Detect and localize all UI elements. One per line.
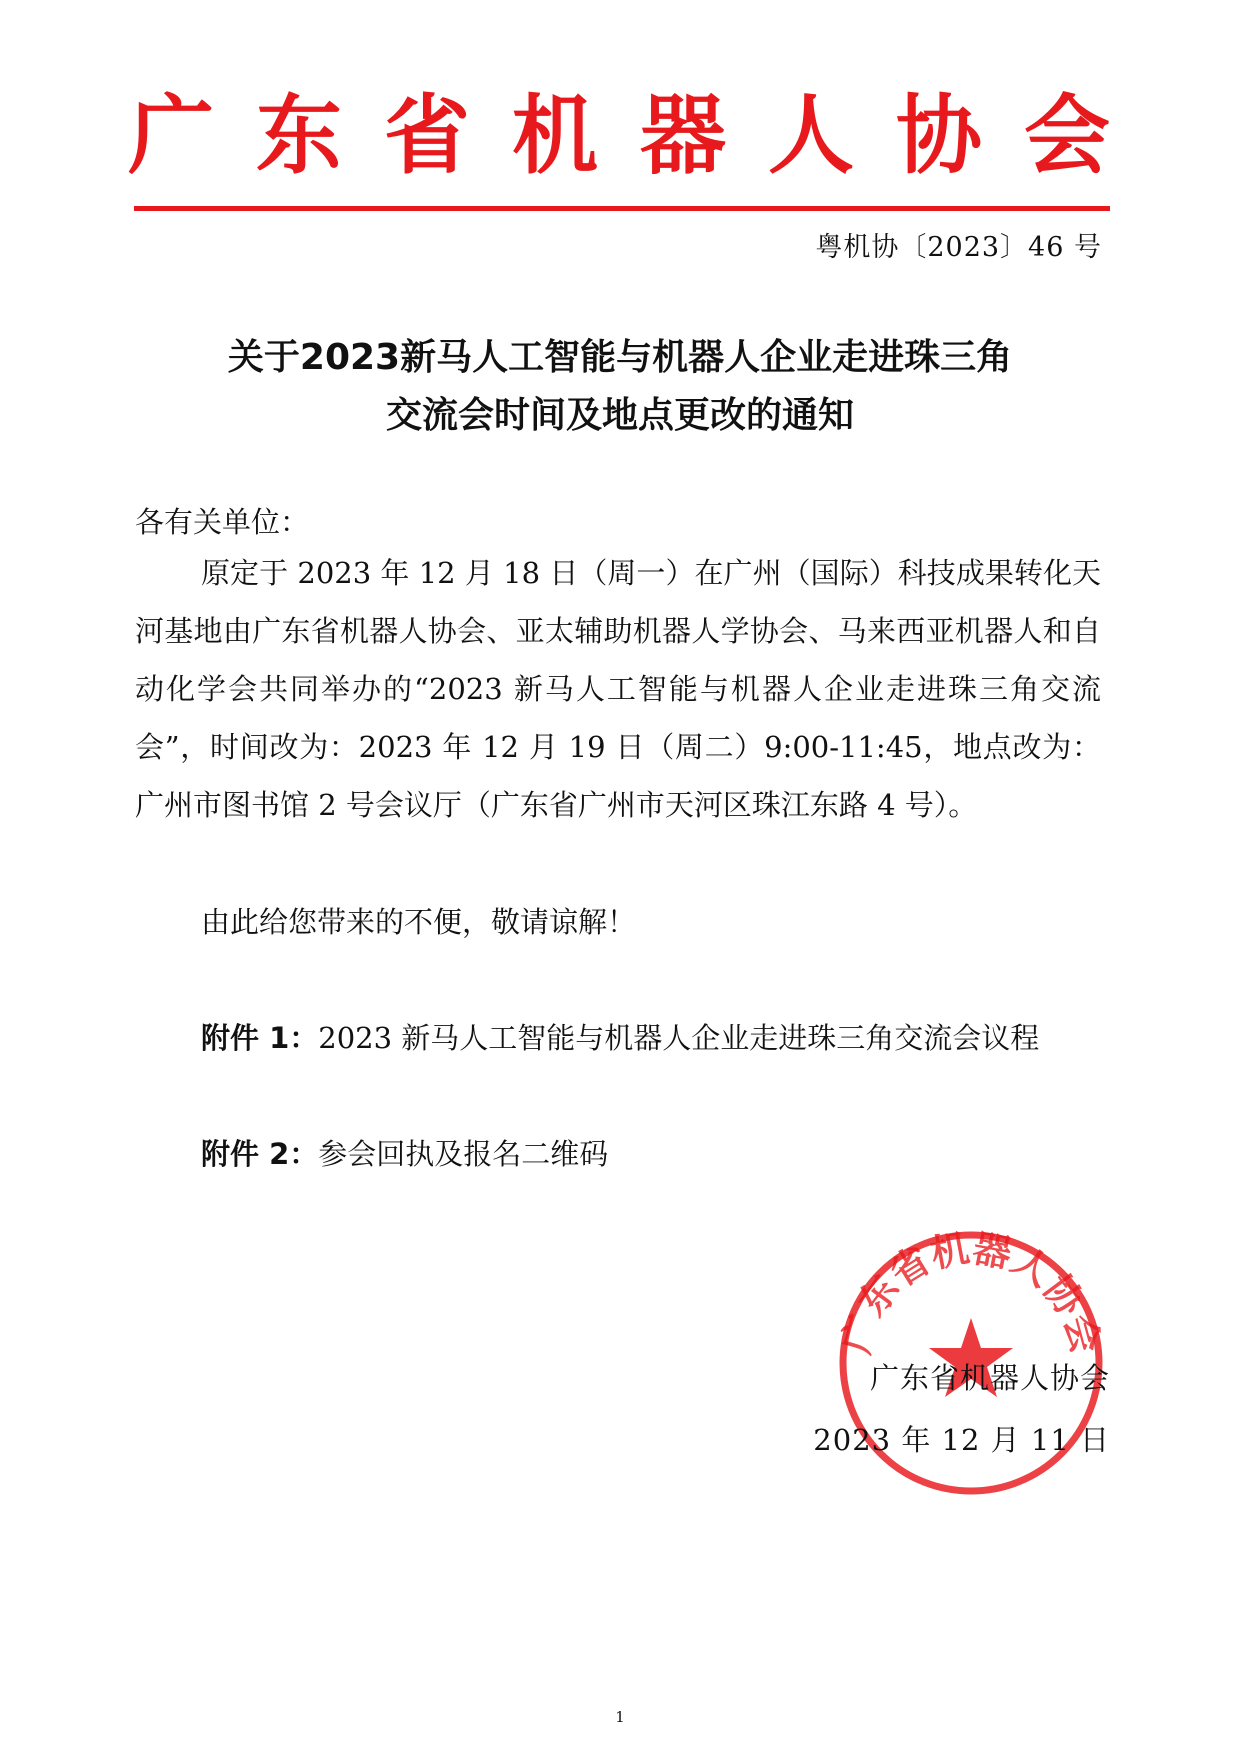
masthead-char: 省 bbox=[384, 86, 470, 186]
masthead-char: 机 bbox=[512, 86, 598, 186]
body-paragraph-1: 原定于 2023 年 12 月 18 日（周一）在广州（国际）科技成果转化天河基地由广东省机器人协会、亚太辅助机器人学协会、马来西亚机器人和自动化学会共同举办的“2023 新马人工智能与机器人企业走进珠三角交流会”，时间改为：2023 年 12 月 19 日（周二）9:00-11:45，地点改为：广州市图书馆 2 号会议厅（广东省广州市天河区珠江东路 4 号）。 bbox=[135, 556, 1101, 822]
masthead-char: 东 bbox=[256, 86, 342, 186]
masthead-char: 广 bbox=[128, 86, 214, 186]
body-paragraph-2: 由此给您带来的不便，敬请谅解！ bbox=[201, 905, 637, 939]
attachment-1-label: 附件 1： bbox=[201, 1021, 319, 1055]
signature-organization: 广东省机器人协会 bbox=[869, 1361, 1110, 1395]
greeting: 各有关单位： bbox=[135, 505, 310, 539]
masthead-char: 器 bbox=[640, 86, 726, 186]
notice-title-line-2: 交流会时间及地点更改的通知 bbox=[385, 395, 854, 436]
attachment-2 bbox=[135, 1125, 1101, 1183]
signature-date: 2023 年 12 月 11 日 bbox=[813, 1423, 1110, 1457]
masthead-char: 会 bbox=[1024, 86, 1110, 186]
page-number: 1 bbox=[615, 1708, 625, 1726]
masthead-title bbox=[128, 86, 1110, 186]
notice-title-line-1: 关于2023新马人工智能与机器人企业走进珠三角 bbox=[227, 337, 1013, 378]
attachment-1-text: 2023 新马人工智能与机器人企业走进珠三角交流会议程 bbox=[318, 1021, 1040, 1055]
attachment-2-label: 附件 2： bbox=[201, 1137, 319, 1171]
masthead-char: 协 bbox=[896, 86, 982, 186]
attachment-2-text: 参会回执及报名二维码 bbox=[318, 1137, 609, 1171]
header-divider bbox=[134, 206, 1110, 211]
attachment-1 bbox=[135, 1009, 1101, 1067]
seal-text: 广东省机器人协会 bbox=[833, 1225, 1109, 1359]
masthead-char: 人 bbox=[768, 86, 854, 186]
document-number: 粤机协〔2023〕46 号 bbox=[815, 232, 1102, 263]
